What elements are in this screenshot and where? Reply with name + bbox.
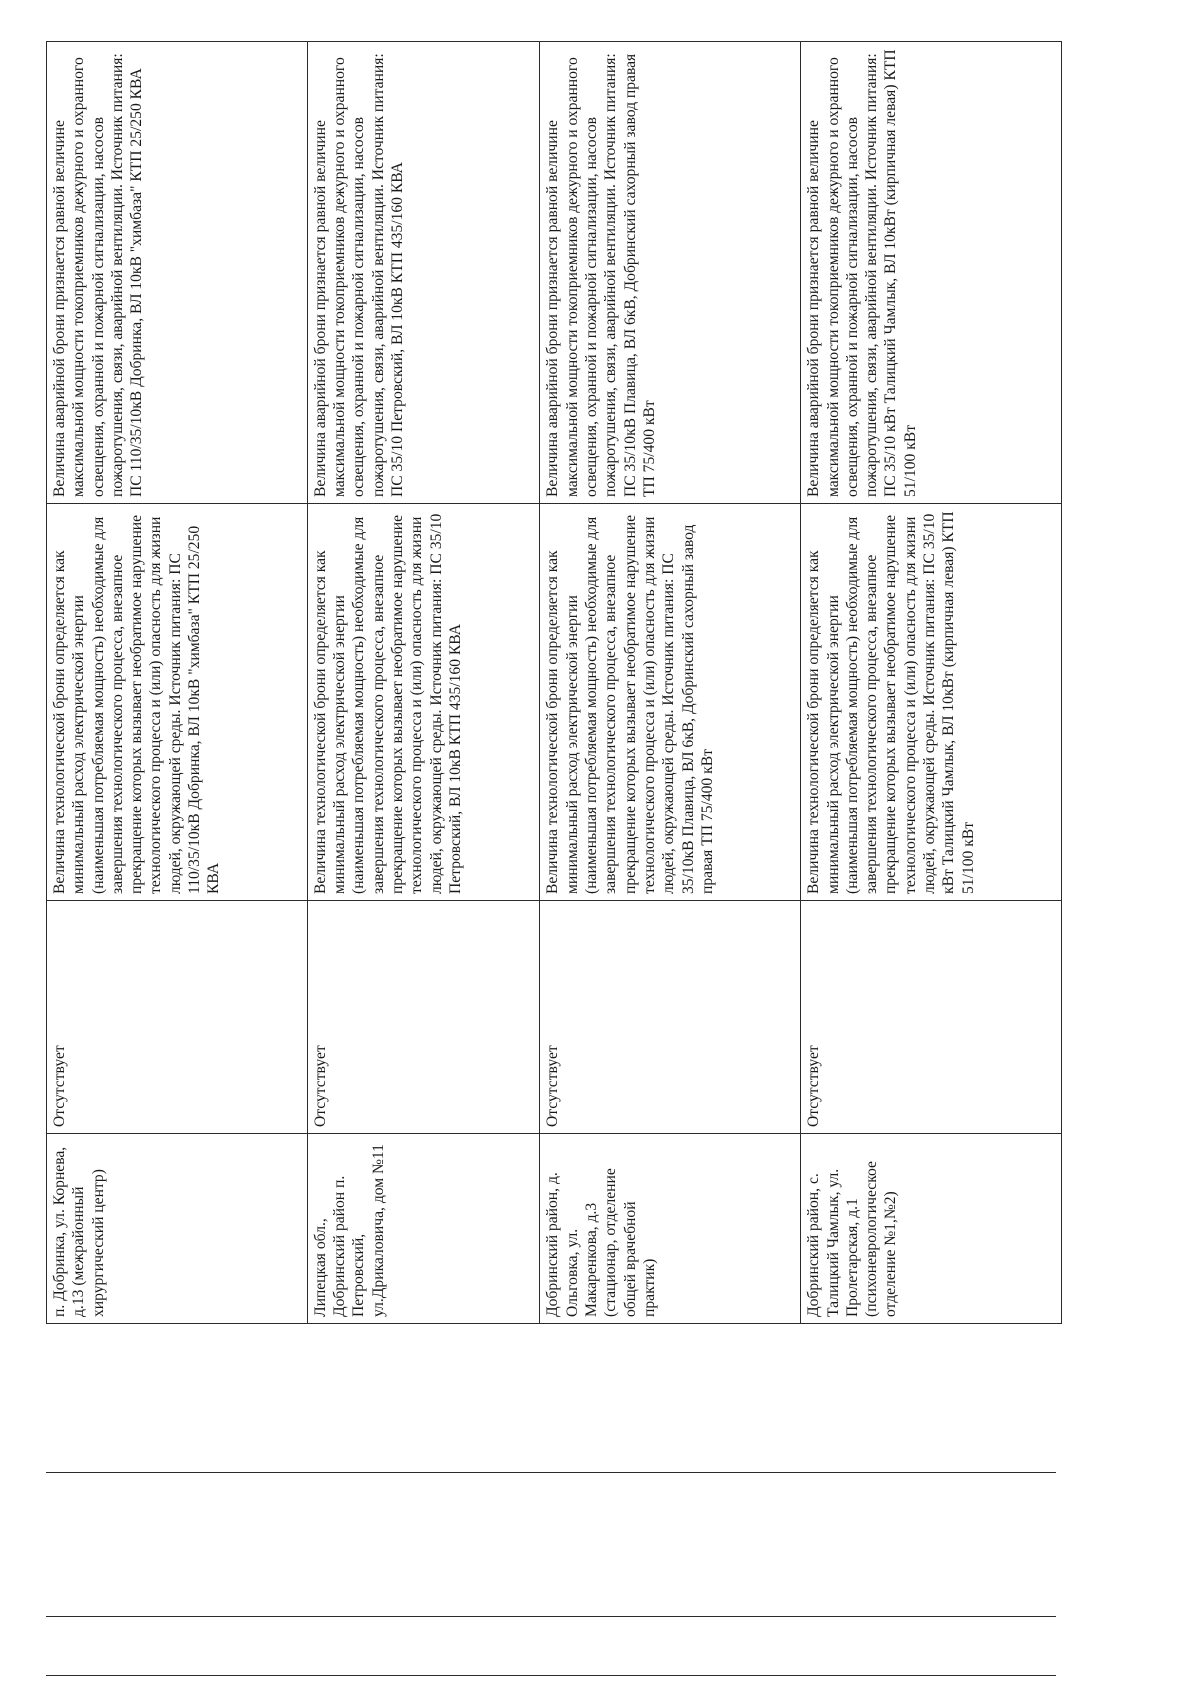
tech-reserve-cell: [307, 504, 540, 901]
tech-reserve-text: Величина технологической брони определяется как минимальный расход электрической энергии (наименьшая потребляемая мощность) необходимые для завершения технологического процесса, внезапное прекращение которых вызывает необратимое нарушение технологического процесса и (или) опасность для жизни людей, окружающей среды. Источник питания: ПС 35/10 Петровский, ВЛ 10кВ КТП 435/160 КВА: [311, 513, 464, 894]
reserve-table: [46, 41, 1062, 1324]
divider-line: [46, 1616, 1056, 1617]
tech-reserve-cell: [801, 504, 1062, 901]
status-text: Отсутствует: [544, 1045, 562, 1127]
table-row: [801, 42, 1062, 1324]
address-cell: [47, 1134, 308, 1324]
address-text: Добринский район, д. Ольговка, ул. Макаренкова, д.3 (стационар, отделение общей врачебной практик): [544, 1168, 658, 1317]
address-text: Добринский район, с. Талицкий Чамлык, ул. Пролетарская, д.1 (психоневрологическое отделение №1,№2): [805, 1161, 900, 1317]
emergency-reserve-text: Величина аварийной брони признается равной величине максимальной мощности токоприемников дежурного и охранного освещения, охранной и пожарной сигнализации, насосов пожаротушения, связи, аварийной вентиляции. Источник питания: ПС 110/35/10кВ Добринка, ВЛ 10кВ "химбаза" КТП 25/250 КВА: [51, 53, 146, 497]
tech-reserve-cell: [47, 504, 308, 901]
status-text: Отсутствует: [51, 1045, 68, 1127]
status-text: Отсутствует: [805, 1045, 823, 1127]
status-cell: [47, 901, 308, 1134]
tech-reserve-text: Величина технологической брони определяется как минимальный расход электрической энергии (наименьшая потребляемая мощность) необходимые для завершения технологического процесса, внезапное прекращение которых вызывает необратимое нарушение технологического процесса и (или) опасность для жизни людей, окружающей среды. Источник питания: ПС 110/35/10кВ Добринка, ВЛ 10кВ "химбаза" КТП 25/250 КВА: [51, 514, 223, 894]
emergency-reserve-text: Величина аварийной брони признается равной величине максимальной мощности токоприемников дежурного и охранного освещения, охранной и пожарной сигнализации, насосов пожаротушения, связи, аварийной вентиляции. Источник питания: ПС 35/10кВ Плавица, ВЛ 6кВ, Добринский сахорный завод правая ТП 75/400 кВт: [544, 53, 658, 497]
emergency-reserve-cell: [47, 42, 308, 504]
emergency-reserve-text: Величина аварийной брони признается равной величине максимальной мощности токоприемников дежурного и охранного освещения, охранной и пожарной сигнализации, насосов пожаротушения, связи, аварийной вентиляции. Источник питания: ПС 35/10 Петровский, ВЛ 10кВ КТП 435/160 КВА: [311, 53, 406, 497]
tech-reserve-text: Величина технологической брони определяется как минимальный расход электрической энергии (наименьшая потребляемая мощность) необходимые для завершения технологического процесса, внезапное прекращение которых вызывает необратимое нарушение технологического процесса и (или) опасность для жизни людей, окружающей среды. Источник питания: ПС 35/10кВ Плавица, ВЛ 6кВ, Добринский сахорный завод правая ТП 75/400 кВт: [544, 514, 716, 894]
status-cell: [801, 901, 1062, 1134]
emergency-reserve-text: Величина аварийной брони признается равной величине максимальной мощности токоприемников дежурного и охранного освещения, охранной и пожарной сигнализации, насосов пожаротушения, связи, аварийной вентиляции. Источник питания: ПС 35/10 кВт Талицкий Чамлык, ВЛ 10кВт (кирпичная левая) КТП 51/100 кВт: [805, 49, 919, 497]
emergency-reserve-cell: [540, 42, 801, 504]
address-text: п. Добринка, ул. Корнева, д.13 (межрайонный хирургический центр): [51, 1146, 107, 1317]
table-row: [540, 42, 801, 1324]
address-cell: [801, 1134, 1062, 1324]
tech-reserve-cell: [540, 504, 801, 901]
rotated-table-frame: [46, 42, 1062, 1324]
tech-reserve-text: Величина технологической брони определяется как минимальный расход электрической энергии (наименьшая потребляемая мощность) необходимые для завершения технологического процесса, внезапное прекращение которых вызывает необратимое нарушение технологического процесса и (или) опасность для жизни людей, окружающей среды. Источник питания: ПС 35/10 кВт Талицкий Чамлык, ВЛ 10кВт (кирпичная левая) КТП 51/100 кВт: [805, 511, 977, 894]
status-cell: [540, 901, 801, 1134]
address-cell: [540, 1134, 801, 1324]
table-row: [307, 42, 540, 1324]
emergency-reserve-cell: [801, 42, 1062, 504]
address-cell: [307, 1134, 540, 1324]
divider-line: [46, 1472, 1056, 1473]
status-text: Отсутствует: [311, 1045, 329, 1127]
divider-line: [46, 1675, 1056, 1676]
status-cell: [307, 901, 540, 1134]
emergency-reserve-cell: [307, 42, 540, 504]
address-text: Липецкая обл., Добринский район п. Петровский, ул.Дрикаловича, дом №11: [311, 1144, 387, 1317]
table-row: [47, 42, 308, 1324]
